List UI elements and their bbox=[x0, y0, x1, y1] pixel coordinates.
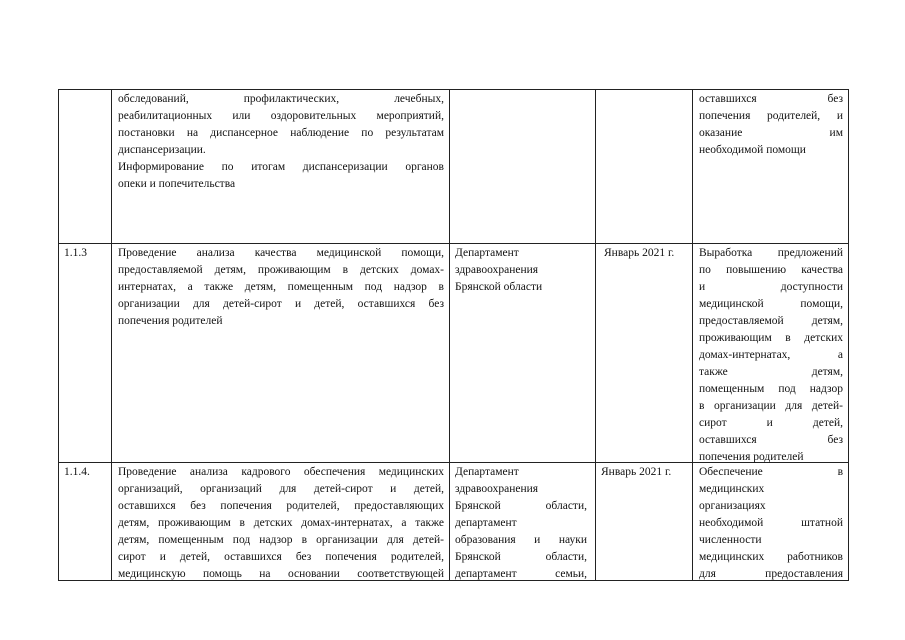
result-line: для предоставления bbox=[699, 568, 843, 580]
table-border-top bbox=[58, 89, 849, 90]
result-line: проживающим в детских bbox=[699, 332, 843, 344]
executor-line: образования и науки bbox=[455, 534, 587, 546]
description-line: предоставляемой детям, проживающим в детских домах- bbox=[118, 264, 444, 276]
row-2-executor bbox=[455, 464, 587, 583]
result-line: организациях bbox=[699, 500, 766, 512]
result-line: попечения родителей, и bbox=[699, 110, 843, 122]
result-line: Обеспечение в bbox=[699, 466, 843, 478]
column-divider bbox=[449, 89, 450, 581]
row-2-description bbox=[118, 464, 444, 583]
result-line: оказание им bbox=[699, 127, 843, 139]
result-line: домах-интернатах, а bbox=[699, 349, 843, 361]
column-divider bbox=[692, 89, 693, 581]
description-line: интернатах, а также детям, помещенным под надзор в bbox=[118, 281, 444, 293]
executor-line: Брянской области bbox=[455, 281, 543, 293]
row-1-result bbox=[699, 245, 843, 466]
executor-line: Брянской области, bbox=[455, 551, 587, 563]
description-line: организации для детей-сирот и детей, оставшихся без bbox=[118, 298, 444, 310]
description-line: реабилитационных или оздоровительных мероприятий, bbox=[118, 110, 444, 122]
description-line: постановки на диспансерное наблюдение по результатам bbox=[118, 127, 444, 139]
column-divider bbox=[595, 89, 596, 581]
executor-line: Департамент bbox=[455, 247, 519, 259]
result-line: численности bbox=[699, 534, 762, 546]
row-1-deadline: Январь 2021 г. bbox=[604, 247, 675, 259]
description-line: диспансеризации. bbox=[118, 144, 206, 156]
result-line: предоставляемой детям, bbox=[699, 315, 843, 327]
column-divider bbox=[111, 89, 112, 581]
row-1-number: 1.1.3 bbox=[64, 247, 87, 259]
column-divider bbox=[848, 89, 849, 581]
result-line: и доступности bbox=[699, 281, 843, 293]
executor-line: здравоохранения bbox=[455, 264, 539, 276]
description-line: сирот и детей, оставшихся без попечения родителей, bbox=[118, 551, 444, 563]
executor-line: департамент семьи, bbox=[455, 568, 587, 580]
result-line: медицинских bbox=[699, 483, 765, 495]
column-divider bbox=[58, 89, 59, 581]
description-line: детям, помещенным под надзор в организации для детей- bbox=[118, 534, 444, 546]
row-0-result bbox=[699, 91, 843, 159]
description-line: обследований, профилактических, лечебных, bbox=[118, 93, 444, 105]
result-line: в организации для детей- bbox=[699, 400, 843, 412]
result-line: сирот и детей, bbox=[699, 417, 843, 429]
result-line: медицинской помощи, bbox=[699, 298, 843, 310]
result-line: Выработка предложений bbox=[699, 247, 843, 259]
executor-line: Департамент bbox=[455, 466, 519, 478]
description-line: Информирование по итогам диспансеризации органов bbox=[118, 161, 444, 173]
description-line: организаций, организаций для детей-сирот и детей, bbox=[118, 483, 444, 495]
description-line: оставшихся без попечения родителей, предоставляющих bbox=[118, 500, 444, 512]
row-2-number: 1.1.4. bbox=[64, 466, 90, 478]
description-line: детям, проживающим в детских домах-интернатах, а также bbox=[118, 517, 444, 529]
row-0-description bbox=[118, 91, 444, 193]
row-divider bbox=[58, 243, 849, 244]
result-line: также детям, bbox=[699, 366, 843, 378]
description-line: опеки и попечительства bbox=[118, 178, 236, 190]
executor-line: здравоохранения bbox=[455, 483, 539, 495]
result-line: по повышению качества bbox=[699, 264, 843, 276]
description-line: попечения родителей bbox=[118, 315, 223, 327]
row-2-deadline: Январь 2021 г. bbox=[601, 466, 672, 478]
description-line: медицинскую помощь на основании соответствующей bbox=[118, 568, 444, 580]
executor-line: департамент bbox=[455, 517, 517, 529]
result-line: необходимой помощи bbox=[699, 144, 806, 156]
row-2-result bbox=[699, 464, 843, 583]
description-line: Проведение анализа качества медицинской помощи, bbox=[118, 247, 444, 259]
result-line: оставшихся без bbox=[699, 93, 843, 105]
result-line: оставшихся без bbox=[699, 434, 843, 446]
row-1-executor bbox=[455, 245, 591, 296]
result-line: необходимой штатной bbox=[699, 517, 843, 529]
result-line: помещенным под надзор bbox=[699, 383, 843, 395]
row-1-description bbox=[118, 245, 444, 330]
description-line: Проведение анализа кадрового обеспечения медицинских bbox=[118, 466, 444, 478]
executor-line: Брянской области, bbox=[455, 500, 587, 512]
result-line: попечения родителей bbox=[699, 451, 804, 463]
result-line: медицинских работников bbox=[699, 551, 843, 563]
